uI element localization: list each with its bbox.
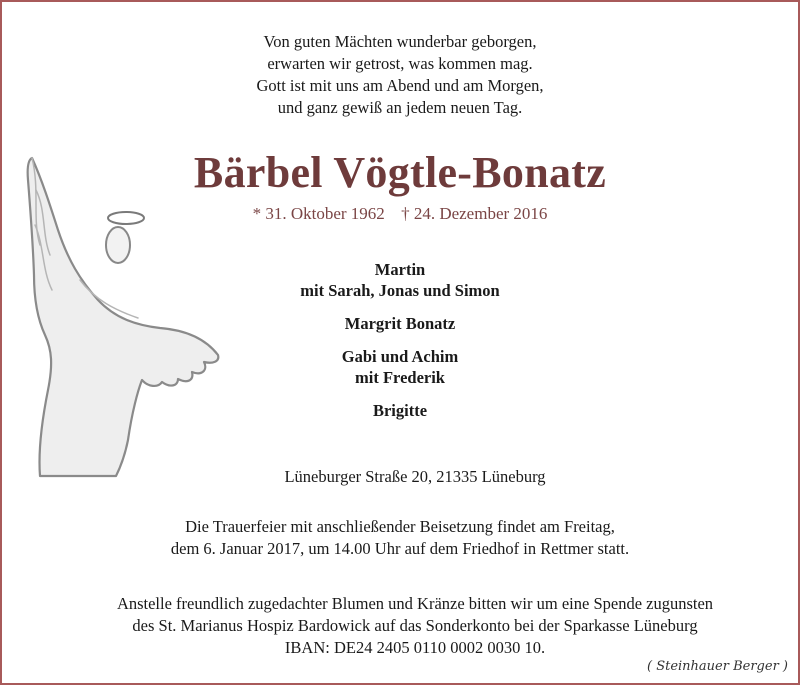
mourner-line: Brigitte bbox=[372, 401, 428, 420]
donation-line: Anstelle freundlich zugedachter Blumen und Kränze bitten wir um eine Spende zugunsten bbox=[116, 594, 714, 613]
service-line: Die Trauerfeier mit anschließender Beisetzung findet am Freitag, bbox=[185, 517, 615, 536]
poem-line: und ganz gewiß an jedem neuen Tag. bbox=[277, 98, 523, 117]
service-info bbox=[0, 516, 800, 560]
death-date: † 24. Dezember 2016 bbox=[401, 204, 548, 223]
life-dates bbox=[0, 203, 800, 225]
mourner-line: mit Frederik bbox=[355, 368, 445, 387]
mourner-line: Margrit Bonatz bbox=[344, 314, 456, 333]
deceased-name: Bärbel Vögtle-Bonatz bbox=[193, 148, 607, 197]
mourner-group bbox=[0, 259, 800, 301]
mourner-group bbox=[0, 400, 800, 421]
poem-line: Gott ist mit uns am Abend und am Morgen, bbox=[256, 76, 544, 95]
mourner-group bbox=[0, 346, 800, 388]
donation-line: des St. Marianus Hospiz Bardowick auf das Sonderkonto bei der Sparkasse Lüneburg bbox=[132, 616, 698, 635]
poem bbox=[0, 31, 800, 119]
address: Lüneburger Straße 20, 21335 Lüneburg bbox=[284, 467, 546, 486]
mourner-group bbox=[0, 313, 800, 334]
mourners-list bbox=[0, 259, 800, 433]
mourner-line: Gabi und Achim bbox=[341, 347, 459, 366]
birth-date: * 31. Oktober 1962 bbox=[252, 204, 385, 223]
poem-line: Von guten Mächten wunderbar geborgen, bbox=[263, 32, 537, 51]
mourner-line: mit Sarah, Jonas und Simon bbox=[300, 281, 500, 300]
iban-line: IBAN: DE24 2405 0110 0002 0030 10. bbox=[284, 638, 546, 657]
donation-info bbox=[0, 593, 800, 659]
publisher-signature: ( Steinhauer Berger ) bbox=[647, 659, 788, 674]
poem-line: erwarten wir getrost, was kommen mag. bbox=[267, 54, 533, 73]
mourner-line: Martin bbox=[374, 260, 426, 279]
service-line: dem 6. Januar 2017, um 14.00 Uhr auf dem Friedhof in Rettmer statt. bbox=[170, 539, 630, 558]
